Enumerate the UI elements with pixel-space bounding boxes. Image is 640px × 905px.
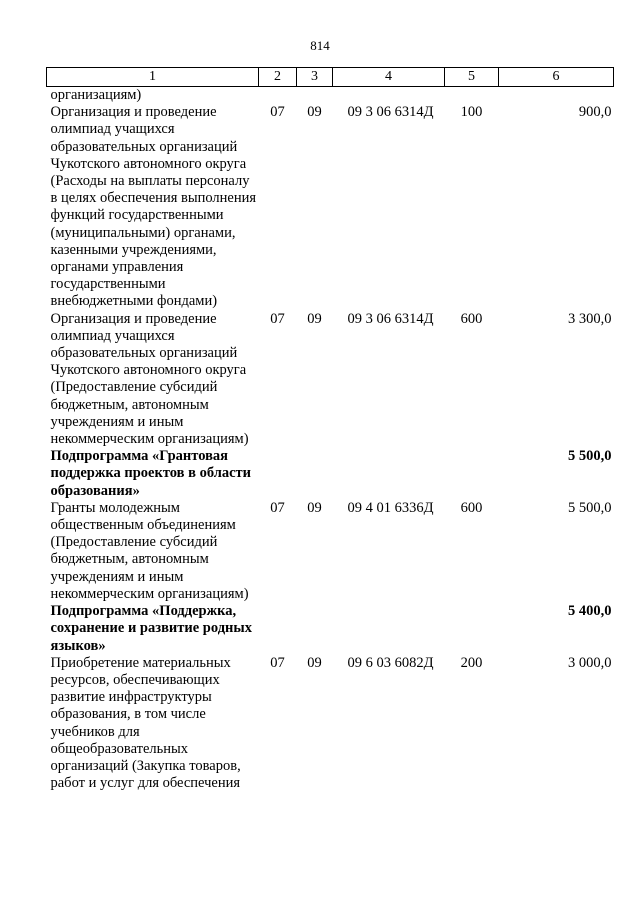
table-row [47, 655, 614, 793]
section-code [259, 448, 297, 500]
expense-type-code [445, 87, 499, 105]
table-row [47, 104, 614, 310]
subsection-code: 09 [307, 654, 322, 671]
subsection-code [297, 448, 333, 500]
column-number-row [47, 68, 614, 87]
expense-type-code: 200 [460, 654, 483, 671]
row-name: организациям) [50, 87, 142, 103]
column-header: 5 [445, 68, 499, 87]
table-row [47, 311, 614, 449]
column-header: 6 [499, 68, 614, 87]
section-code: 07 [270, 499, 285, 516]
section-code: 07 [270, 310, 285, 327]
row-name: Приобретение материальных ресурсов, обеспечивающих развитие инфраструктуры образования, в том числе учебников для общеобразовательных организаций (Закупка товаров, работ и услуг для обеспечения [50, 654, 241, 792]
amount [499, 87, 614, 105]
subsection-code: 09 [307, 104, 322, 121]
column-header: 4 [333, 68, 445, 87]
target-article-code: 09 4 01 6336Д [347, 499, 434, 516]
target-article-code [333, 448, 445, 500]
amount: 3 000,0 [568, 654, 612, 671]
section-code: 07 [270, 654, 285, 671]
row-name: Организация и проведение олимпиад учащихся образовательных организаций Чукотского автономного округа (Предоставление субсидий бюджетным, автономным учреждениям и иным некоммерческим организациям) [50, 310, 249, 448]
subsection-code [297, 87, 333, 105]
section-code: 07 [270, 104, 285, 121]
target-article-code [333, 87, 445, 105]
expense-type-code [445, 603, 499, 655]
expense-type-code [445, 448, 499, 500]
column-header: 1 [47, 68, 259, 87]
expense-type-code: 600 [460, 499, 483, 516]
budget-table [46, 67, 614, 792]
table-row [47, 500, 614, 603]
row-name: Организация и проведение олимпиад учащихся образовательных организаций Чукотского автономного округа (Расходы на выплаты персоналу в целях обеспечения выполнения функций государственными (муниципальными) органами, казенными учреждениями, органами управления государственными внебюджетными фондами) [50, 104, 257, 310]
subsection-code: 09 [307, 499, 322, 516]
page-number: 814 [310, 38, 330, 53]
section-code [259, 603, 297, 655]
row-name: Гранты молодежным общественным объединениям (Предоставление субсидий бюджетным, автономным учреждениям и иным некоммерческим организациям) [50, 499, 249, 602]
expense-type-code: 600 [460, 310, 483, 327]
subprogram-row [47, 603, 614, 655]
subsection-code [297, 603, 333, 655]
amount: 5 400,0 [568, 603, 612, 620]
column-header: 2 [259, 68, 297, 87]
expense-type-code: 100 [460, 104, 483, 121]
amount: 5 500,0 [568, 448, 612, 465]
amount: 3 300,0 [568, 310, 612, 327]
target-article-code [333, 603, 445, 655]
section-code [259, 87, 297, 105]
target-article-code: 09 6 03 6082Д [347, 654, 434, 671]
column-header: 3 [297, 68, 333, 87]
amount: 5 500,0 [568, 499, 612, 516]
target-article-code: 09 3 06 6314Д [347, 104, 434, 121]
row-name: Подпрограмма «Грантовая поддержка проектов в области образования» [50, 448, 252, 499]
row-name: Подпрограмма «Поддержка, сохранение и развитие родных языков» [50, 603, 252, 654]
subsection-code: 09 [307, 310, 322, 327]
table-row [47, 87, 614, 105]
subprogram-row [47, 448, 614, 500]
amount: 900,0 [578, 104, 612, 121]
target-article-code: 09 3 06 6314Д [347, 310, 434, 327]
